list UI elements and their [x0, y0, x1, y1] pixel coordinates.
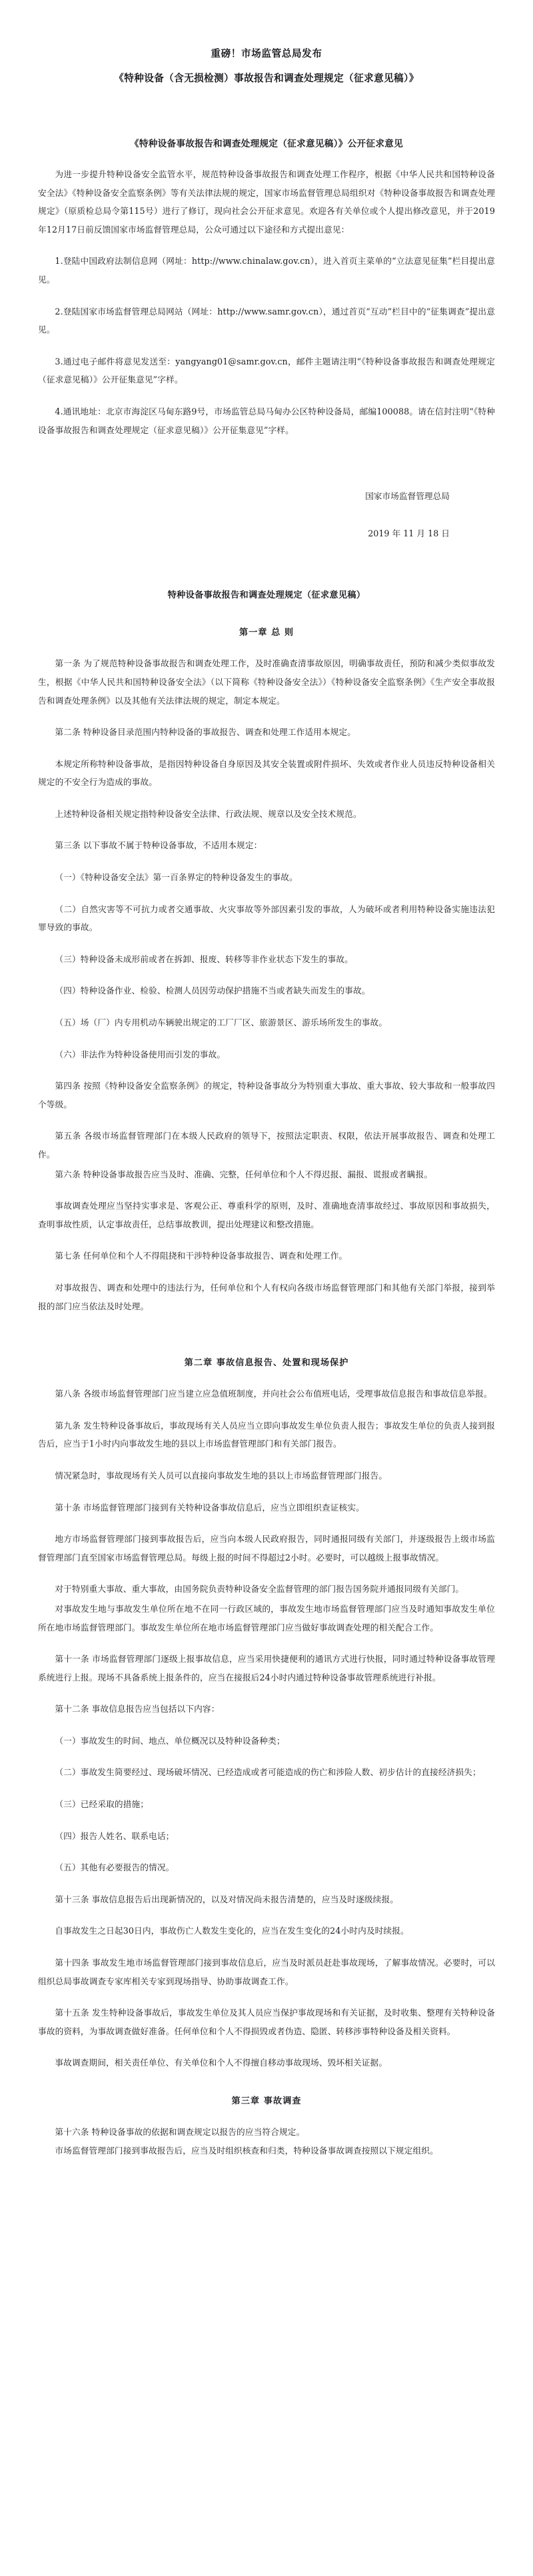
headline-line-2: 《特种设备（含无损检测）事故报告和调查处理规定（征求意见稿）》	[114, 73, 419, 84]
article-8: 第八条 各级市场监督管理部门应当建立应急值班制度，并向社会公布值班电话，受理事故信息报告和事故信息举报。	[55, 1389, 492, 1399]
article-12-item-4: （四）报告人姓名、联系电话；	[55, 1830, 175, 1841]
regulation-title: 特种设备事故报告和调查处理规定（征求意见稿）	[167, 590, 366, 601]
article-2: 第二条 特种设备目录范围内特种设备的事故报告、调查和处理工作适用本规定。	[55, 727, 356, 738]
article-3-item-3: （三）特种设备未成形前或者在拆卸、报废、转移等非作业状态下发生的事故。	[55, 954, 353, 964]
article-3-item-4: （四）特种设备作业、检验、检测人员因劳动保护措施不当或者缺失而发生的事故。	[55, 985, 370, 996]
headline-block	[38, 0, 495, 87]
article-13: 第十三条 事故信息报告后出现新情况的，以及对情况尚未报告清楚的，应当及时逐级续报。	[55, 1894, 399, 1904]
article-2-para-2: 本规定所称特种设备事故，是指因特种设备自身原因及其安全装置或附件损坏、失效或者作业人员违反特种设备相关规定的不安全行为造成的事故。	[38, 758, 495, 788]
article-3-item-5: （五）场（厂）内专用机动车辆驶出规定的工厂厂区、旅游景区、游乐场所发生的事故。	[55, 1017, 388, 1028]
channel-item-2: 2.登陆国家市场监督管理总局网站（网址：http://www.samr.gov.cn），通过首页“互动”栏目中的“征集调查”提出意见。	[38, 306, 495, 335]
article-3: 第三条 以下事故不属于特种设备事故，不适用本规定：	[55, 840, 263, 851]
chapter-heading-3: 第三章 事故调查	[231, 2096, 302, 2106]
article-16-para-2: 市场监督管理部门接到事故报告后，应当及时组织核查和归类，特种设备事故调查按照以下规定组织。	[55, 2145, 438, 2156]
channel-item-1: 1.登陆中国政府法制信息网（网址：http://www.chinalaw.gov.cn），进入首页主菜单的“立法意见征集”栏目提出意见。	[38, 256, 495, 285]
article-12-item-3: （三）已经采取的措施；	[55, 1799, 149, 1810]
chapter-heading-1: 第一章 总 则	[239, 628, 294, 638]
article-15-para-2: 事故调查期间，相关责任单位、有关单位和个人不得擅自移动事故现场、毁坏相关证据。	[55, 2058, 388, 2068]
article-6: 第六条 特种设备事故报告应当及时、准确、完整，任何单位和个人不得迟报、漏报、谎报或者瞒报。	[55, 1169, 433, 1179]
chapter-heading-2: 第二章 事故信息报告、处置和现场保护	[184, 1358, 349, 1369]
article-2-para-3: 上述特种设备相关规定指特种设备安全法律、行政法规、规章以及安全技术规范。	[55, 808, 362, 819]
article-12: 第十二条 事故信息报告应当包括以下内容：	[55, 1704, 220, 1714]
signature-organization: 国家市场监督管理总局	[365, 491, 450, 502]
article-10-para-3: 对于特别重大事故、重大事故，由国务院负责特种设备安全监督管理的部门报告国务院并通报同级有关部门。	[55, 1584, 464, 1595]
article-9-para-2: 情况紧急时，事故现场有关人员可以直接向事故发生地的县以上市场监督管理部门报告。	[55, 1470, 388, 1481]
article-12-item-2: （二）事故发生简要经过、现场破坏情况、已经造成或者可能造成的伤亡和涉险人数、初步估计的直接经济损失；	[55, 1767, 481, 1778]
signature-date: 2019 年 11 月 18 日	[368, 528, 450, 538]
article-12-item-1: （一）事故发生的时间、地点、单位概况以及特种设备种类；	[55, 1735, 285, 1746]
headline-line-1: 重磅！市场监管总局发布	[211, 48, 322, 59]
article-9: 第九条 发生特种设备事故后，事故现场有关人员应当立即向事故发生单位负责人报告；事故发生单位的负责人接到报告后，应当于1小时内向事故发生地的县以上市场监督管理部门和有关部门报告。	[38, 1420, 495, 1449]
article-11: 第十一条 市场监督管理部门逐级上报事故信息，应当采用快捷便利的通讯方式进行快报，同时通过特种设备事故管理系统进行上报。现场不具备系统上报条件的，应当在接报后24小时内通过特种设备事故管理系统进行补报。	[38, 1654, 495, 1682]
article-10-para-4: 对事故发生地与事故发生单位所在地不在同一行政区域的，事故发生地市场监督管理部门应当及时通知事故发生单位所在地市场监督管理部门。事故发生单位所在地市场监督管理部门应当做好事故调查处理的相关配合工作。	[38, 1603, 495, 1632]
article-16: 第十六条 特种设备事故的依据和调查规定以报告的应当符合规定。	[55, 2127, 305, 2137]
article-7: 第七条 任何单位和个人不得阻挠和干涉特种设备事故报告、调查和处理工作。	[55, 1251, 348, 1261]
channel-item-4: 4.通讯地址：北京市海淀区马甸东路9号，市场监管总局马甸办公区特种设备局，邮编100088。请在信封注明“《特种设备事故报告和调查处理规定（征求意见稿）》公开征集意见”字样。	[38, 406, 495, 435]
article-6-para-2: 事故调查处理应当坚持实事求是、客观公正、尊重科学的原则，及时、准确地查清事故经过、事故原因和事故损失，查明事故性质，认定事故责任，总结事故教训，提出处理建议和整改措施。	[38, 1201, 495, 1229]
article-13-para-2: 自事故发生之日起30日内，事故伤亡人数发生变化的，应当在发生变化的24小时内及时续报。	[55, 1926, 409, 1936]
article-12-item-5: （五）其他有必要报告的情况。	[55, 1862, 175, 1873]
notice-title: 《特种设备事故报告和调查处理规定（征求意见稿）》公开征求意见	[129, 139, 403, 149]
article-10: 第十条 市场监督管理部门接到有关特种设备事故信息后，应当立即组织查证核实。	[55, 1502, 364, 1513]
article-10-para-2: 地方市场监督管理部门接到事故报告后，应当向本级人民政府报告，同时通报同级有关部门，并逐级报告上级市场监督管理部门直至国家市场监督管理总局。每级上报的时间不得超过2小时。必要时，可以越级上报事故情况。	[38, 1534, 495, 1563]
article-5: 第五条 各级市场监督管理部门在本级人民政府的领导下，按照法定职责、权限，依法开展事故报告、调查和处理工作。	[38, 1131, 495, 1159]
intro-paragraph: 为进一步提升特种设备安全监管水平，规范特种设备事故报告和调查处理工作程序，根据《中华人民共和国特种设备安全法》《特种设备安全监察条例》等有关法律法规的规定，国家市场监督管理总局组织对《特种设备事故报告和调查处理规定》（原质检总局令第115号）进行了修订，现向社会公开征求意见。欢迎各有关单位或个人提出修改意见，并于2019年12月17日前反馈国家市场监督管理总局，公众可通过以下途径和方式提出意见：	[38, 169, 495, 235]
article-7-para-2: 对事故报告、调查和处理中的违法行为，任何单位和个人有权向各级市场监督管理部门和其他有关部门举报，接到举报的部门应当依法及时处理。	[38, 1282, 495, 1311]
article-3-item-6: （六）非法作为特种设备使用而引发的事故。	[55, 1049, 226, 1059]
article-4: 第四条 按照《特种设备安全监察条例》的规定，特种设备事故分为特别重大事故、重大事故、较大事故和一般事故四个等级。	[38, 1081, 495, 1109]
article-3-item-1: （一）《特种设备安全法》第一百条界定的特种设备发生的事故。	[55, 872, 298, 883]
channel-item-3: 3.通过电子邮件将意见发送至：yangyang01@samr.gov.cn，邮件主题请注明“《特种设备事故报告和调查处理规定（征求意见稿）》公开征集意见”字样。	[38, 356, 495, 385]
article-1: 第一条 为了规范特种设备事故报告和调查处理工作，及时准确查清事故原因，明确事故责任，预防和减少类似事故发生，根据《中华人民共和国特种设备安全法》（以下简称《特种设备安全法》）《特种设备安全监察条例》《生产安全事故报告和调查处理条例》以及其他有关法律法规的规定，制定本规定。	[38, 658, 495, 706]
article-15: 第十五条 发生特种设备事故后，事故发生单位及其人员应当保护事故现场和有关证据，及时收集、整理有关特种设备事故的资料，为事故调查做好准备。任何单位和个人不得损毁或者伪造、隐匿、转移涉事特种设备及相关资料。	[38, 2008, 495, 2036]
article-14: 第十四条 事故发生地市场监督管理部门接到事故信息后，应当及时派员赶赴事故现场，了解事故情况。必要时，可以组织总局事故调查专家库相关专家到现场指导、协助事故调查工作。	[38, 1958, 495, 1986]
article-3-item-2: （二）自然灾害等不可抗力或者交通事故、火灾事故等外部因素引发的事故，人为破坏或者利用特种设备实施违法犯罪导致的事故。	[38, 904, 495, 933]
